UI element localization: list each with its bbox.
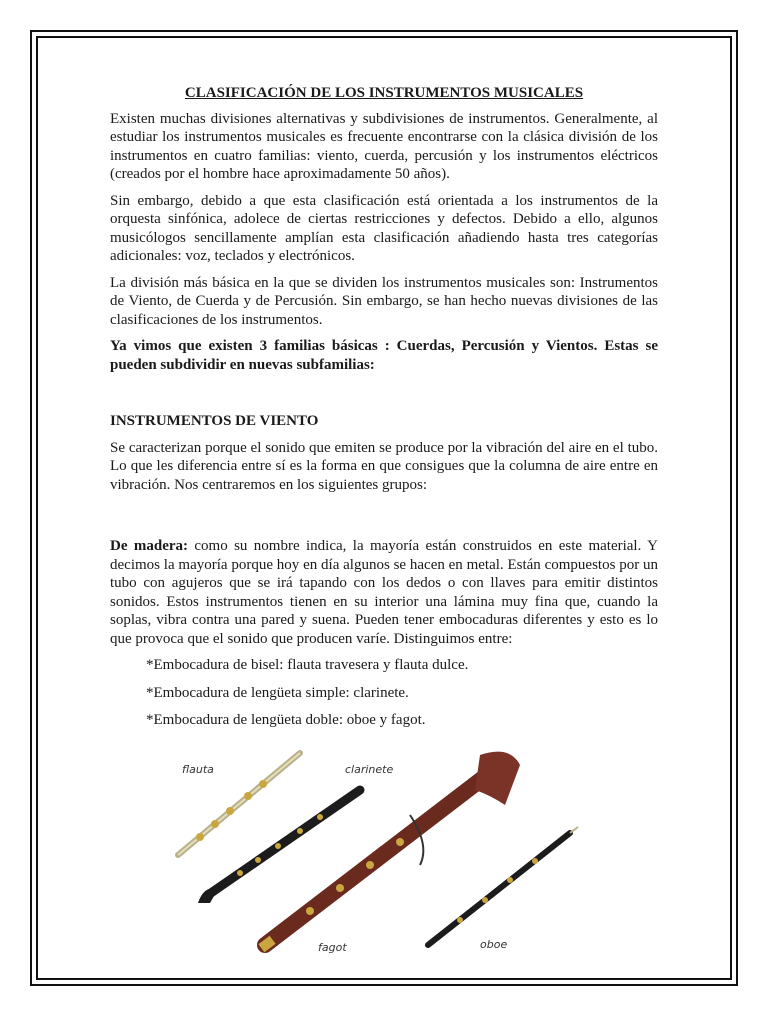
oboe-drawing <box>428 827 578 945</box>
label-fagot: fagot <box>318 941 347 954</box>
madera-lead: De madera: <box>110 538 189 554</box>
label-flauta: flauta <box>182 763 214 776</box>
document-title: CLASIFICACIÓN DE LOS INSTRUMENTOS MUSICALES <box>184 85 584 101</box>
bullet-bisel: *Embocadura de bisel: flauta travesera y flauta dulce. <box>146 657 469 673</box>
paragraph-intro: Existen muchas divisiones alternativas y subdivisiones de instrumentos. Generalmente, al estudiar los instrumentos musicales es frecuente encontrarse con la clásica división de los instrumentos en cuatro familias: viento, cuerda, percusión y los instrumentos eléctricos (creados por el hombre hace aproximadamente 50 años). <box>110 110 658 182</box>
paragraph-restrictions: Sin embargo, debido a que esta clasificación está orientada a los instrumentos de la orquesta sinfónica, adolece de ciertas restricciones y defectos. Debido a ello, algunos musicólogos sencillamente amplían esta clasificación añadiendo hasta tres categorías adicionales: voz, teclados y electrónicos. <box>110 192 658 264</box>
section-heading-viento: INSTRUMENTOS DE VIENTO <box>110 413 319 429</box>
woodwind-illustration <box>160 745 590 965</box>
bullet-lengueta-simple: *Embocadura de lengüeta simple: clarinete. <box>146 684 409 701</box>
woodwind-drawing <box>160 745 590 965</box>
bassoon-drawing <box>258 752 520 953</box>
madera-text: como su nombre indica, la mayoría están construidos en este material. Y decimos la mayoría porque hoy en día algunos se hacen en metal. Están compuestos por un tubo con agujeros que se irá tapando con los dedos o con llaves para emitir distintos sonidos. Estos instrumentos tienen en su interior una lámina muy fina que, cuando la soplas, vibra contra una pared y suena. Pueden tener embocaduras diferentes y esto es lo que provoca que el sonido que producen varíe. Distinguimos entre: <box>110 538 658 647</box>
document-body <box>110 84 658 739</box>
paragraph-viento: Se caracterizan porque el sonido que emiten se produce por la vibración del aire en el tubo. Lo que les diferencia entre sí es la forma en que consigues que la columna de aire entre en vibración. Nos centraremos en los siguientes grupos: <box>110 439 658 493</box>
paragraph-basic-division: La división más básica en la que se dividen los instrumentos musicales son: Instrumentos de Viento, de Cuerda y de Percusión. Sin embargo, se han hecho nuevas divisiones de las clasificaciones de los instrumentos. <box>110 274 658 328</box>
label-oboe: oboe <box>480 938 508 951</box>
label-clarinete: clarinete <box>345 763 394 776</box>
bullet-lengueta-doble: *Embocadura de lengüeta doble: oboe y fagot. <box>146 712 426 728</box>
paragraph-families: Ya vimos que existen 3 familias básicas : Cuerdas, Percusión y Vientos. Estas se pueden subdividir en nuevas subfamilias: <box>110 338 658 373</box>
paragraph-madera <box>110 537 658 648</box>
